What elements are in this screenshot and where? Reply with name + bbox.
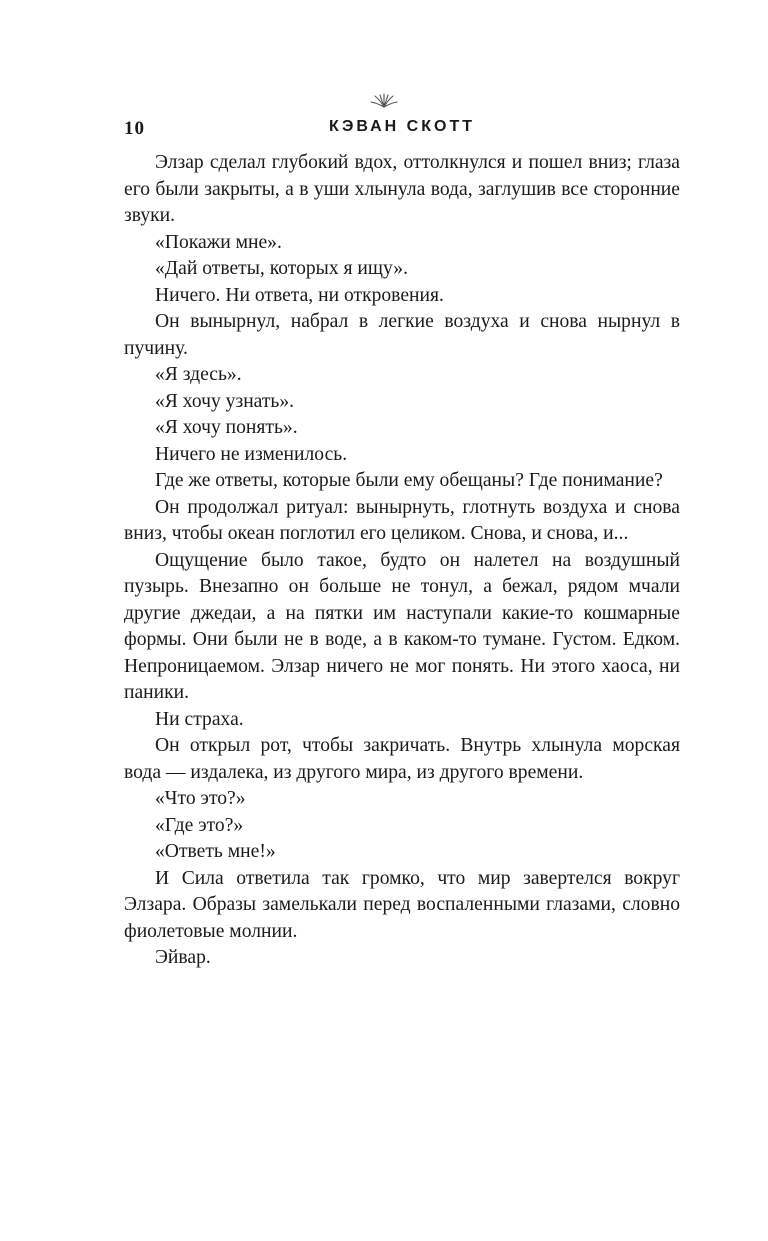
paragraph: Где же ответы, которые были ему обещаны? Где понимание? (155, 470, 663, 491)
paragraph: Он открыл рот, чтобы закричать. Внутрь хлынула морская вода — издалека, из другого мира, из другого времени. (124, 735, 680, 783)
page-header (124, 118, 680, 148)
paragraph: Ощущение было такое, будто он налетел на воздушный пузырь. Внезапно он больше не тонул, а бежал, рядом мчали другие джедаи, а на пятки им наступали какие-то кошмарные формы. Они были не в воде, а в каком-то тумане. Густом. Едком. Непроницаемом. Элзар ничего не мог понять. Ни этого хаоса, ни паники. (124, 549, 680, 703)
paragraph: «Я хочу узнать». (155, 390, 295, 412)
paragraph: Ничего не изменилось. (155, 443, 348, 465)
paragraph: Он продолжал ритуал: вынырнуть, глотнуть воздуха и снова вниз, чтобы океан поглотил его целиком. Снова, и снова, и... (124, 496, 680, 544)
running-title: КЭВАН СКОТТ (329, 118, 475, 135)
paragraph: «Что это?» (155, 788, 246, 809)
paragraph: Ни страха. (155, 708, 244, 730)
paragraph: «Я здесь». (155, 364, 242, 385)
paragraph: Элзар сделал глубокий вдох, оттолкнулся и пошел вниз; глаза его были закрыты, а в уши хлынула вода, заглушив все сторонние звуки. (124, 152, 680, 226)
body-text (124, 150, 680, 972)
paragraph: И Сила ответила так громко, что мир завертелся вокруг Элзара. Образы замелькали перед воспаленными глазами, словно фиолетовые молнии. (124, 867, 680, 942)
page-number: 10 (124, 118, 145, 139)
paragraph: Он вынырнул, набрал в легкие воздуха и снова нырнул в пучину. (124, 311, 680, 359)
paragraph: «Я хочу понять». (155, 417, 298, 438)
fern-ornament-icon (369, 92, 399, 108)
paragraph: «Где это?» (155, 814, 244, 836)
paragraph: Ничего. Ни ответа, ни откровения. (155, 284, 444, 306)
paragraph: «Покажи мне». (155, 231, 282, 253)
paragraph: «Дай ответы, которых я ищу». (155, 258, 408, 279)
paragraph: «Ответь мне!» (155, 841, 276, 862)
paragraph: Эйвар. (155, 947, 211, 968)
